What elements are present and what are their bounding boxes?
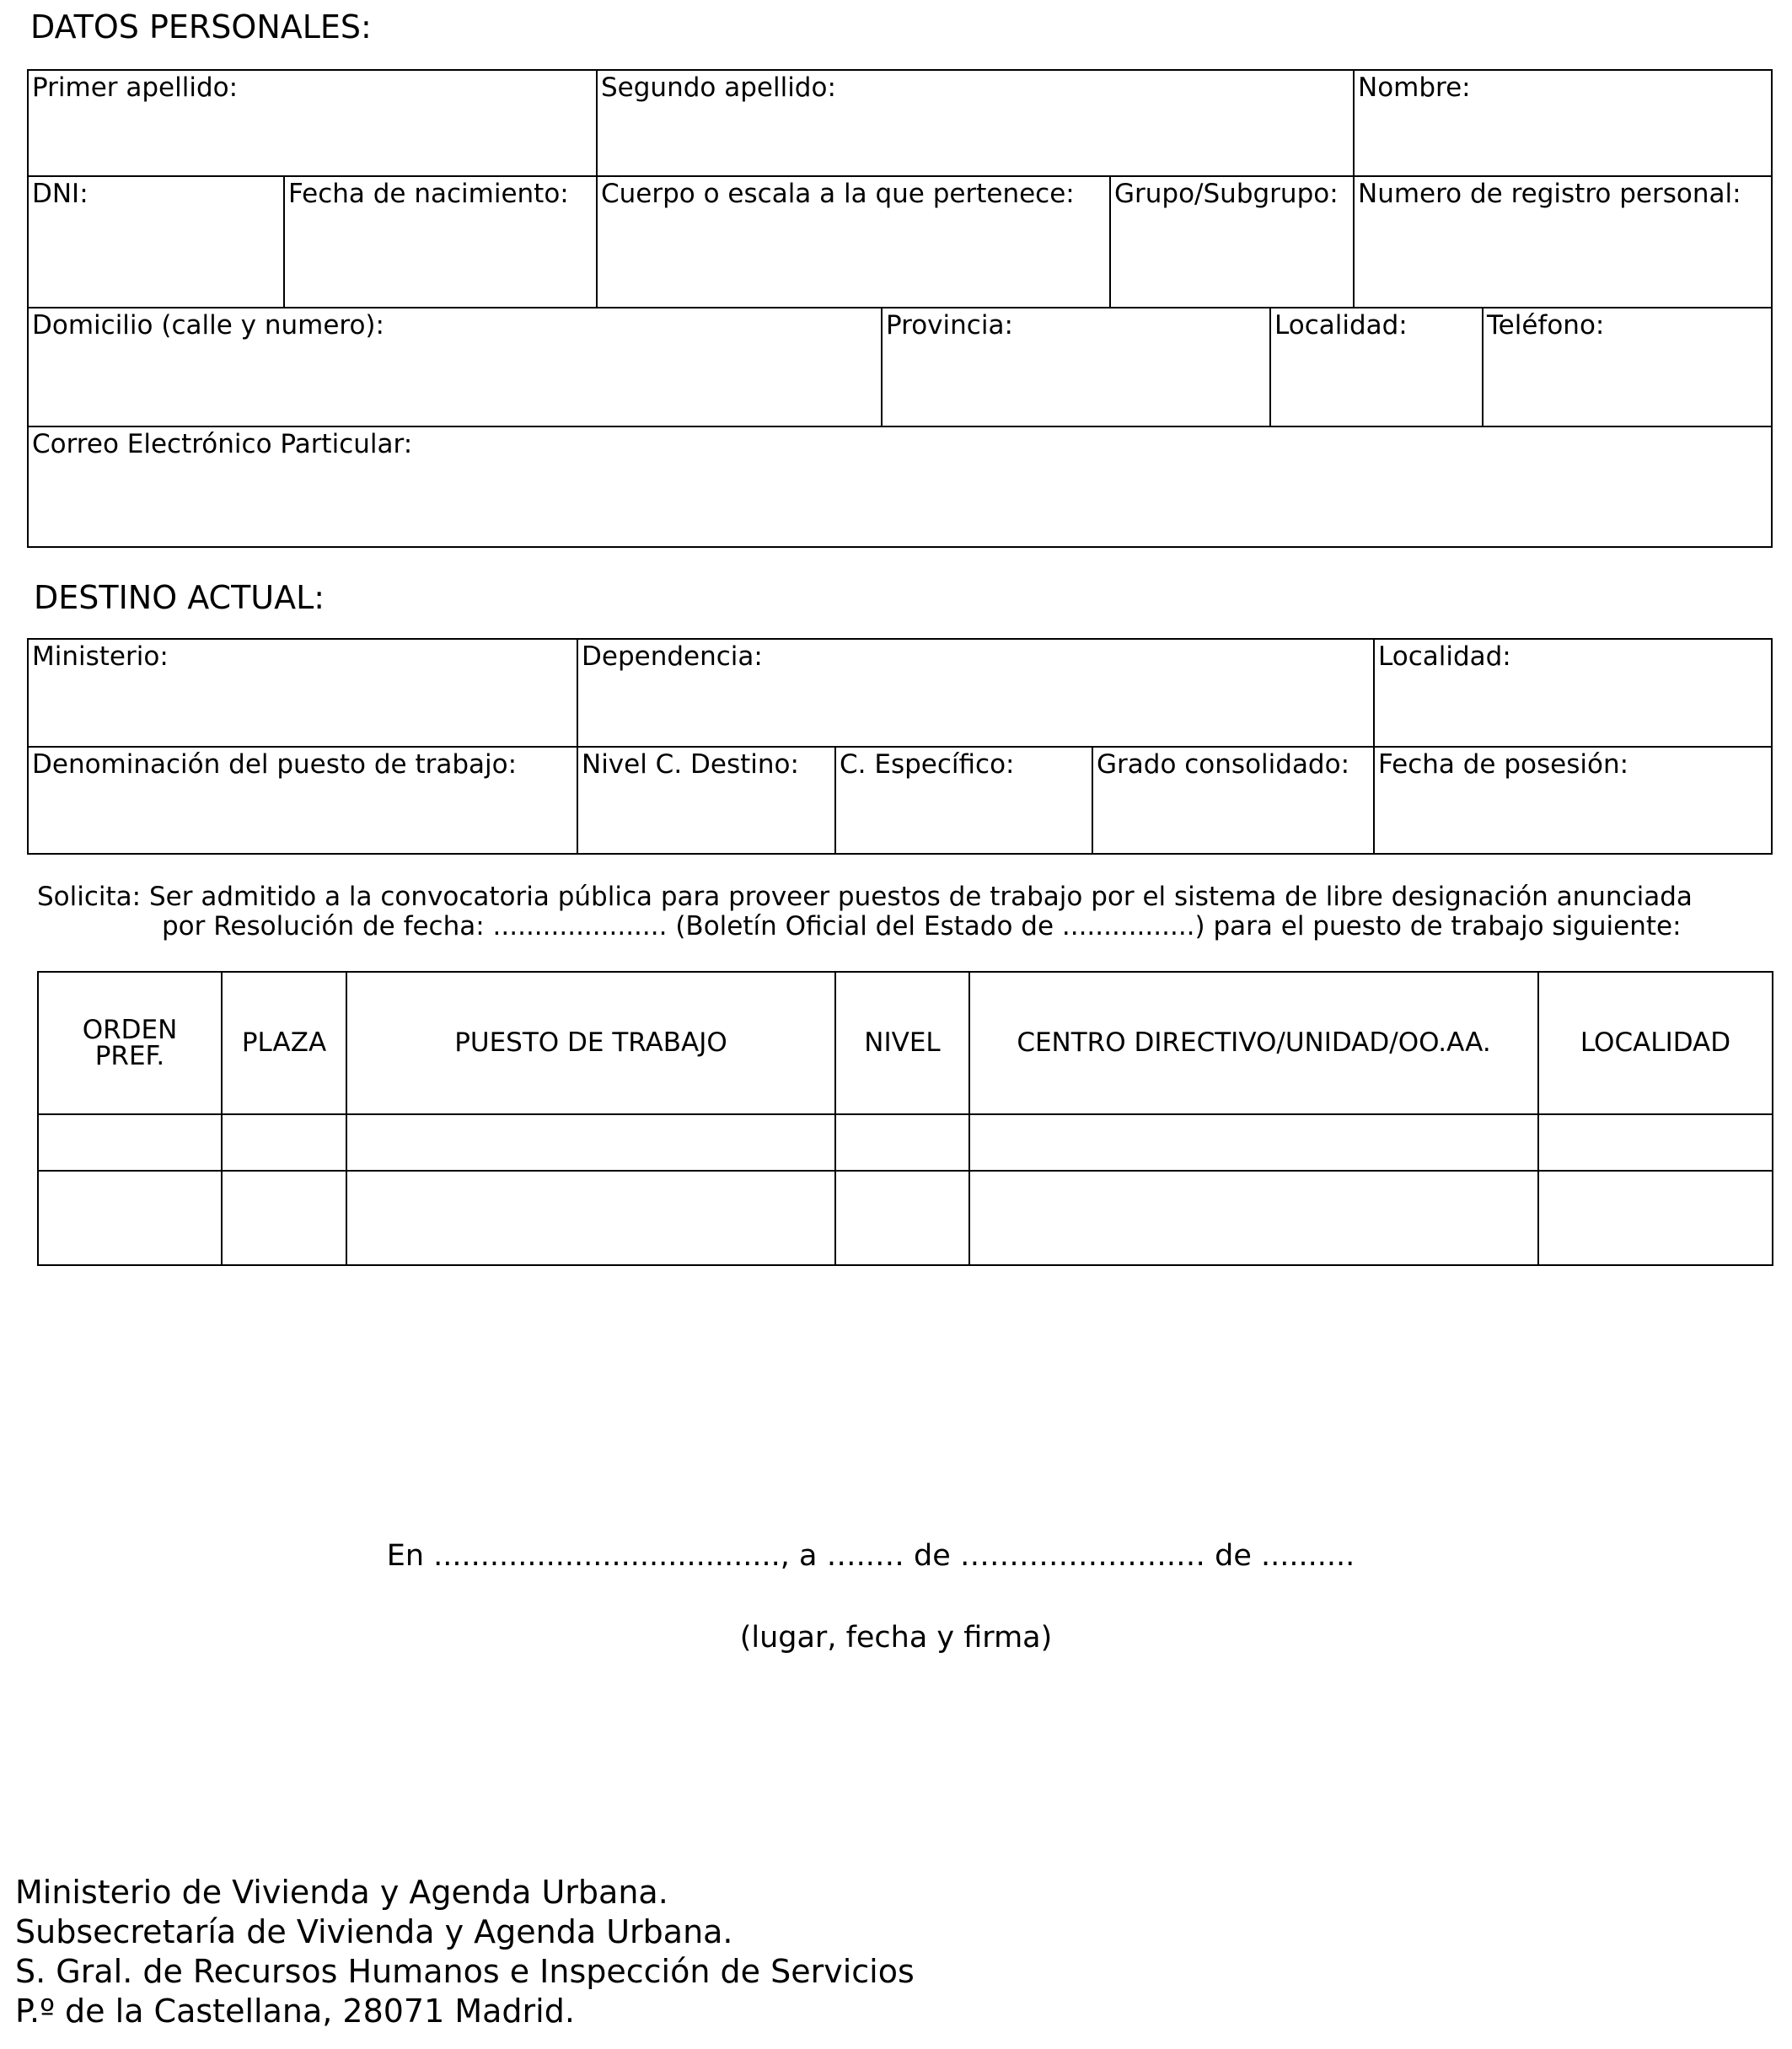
field-label: Numero de registro personal: [1358,179,1741,209]
address-line-1: Ministerio de Vivienda y Agenda Urbana. [15,1874,668,1911]
table-row [38,1114,1773,1171]
field-grado[interactable] [1092,746,1375,855]
field-ministerio[interactable] [27,638,578,748]
address-line-2: Subsecretaría de Vivienda y Agenda Urbana. [15,1913,733,1950]
table-cell[interactable] [38,1114,222,1171]
field-fecha-nacimiento[interactable] [283,175,598,308]
header-orden-line2: PREF. [94,1040,165,1071]
field-label: Grado consolidado: [1097,749,1350,780]
field-label: DNI: [32,179,89,209]
signature-caption: (lugar, fecha y firma) [739,1621,1053,1655]
field-label: Localidad: [1274,310,1408,341]
field-label: Denominación del puesto de trabajo: [32,749,518,780]
field-grupo-subgrupo[interactable] [1109,175,1355,308]
field-label: C. Específico: [840,749,1015,780]
table-cell[interactable] [969,1114,1538,1171]
table-row [38,1171,1773,1265]
field-segundo-apellido[interactable] [596,69,1355,177]
place-date-line[interactable]: En ....................................., a …..… de ………………….… de .......... [386,1539,1355,1573]
table-cell[interactable] [38,1171,222,1265]
personal-data-title: DATOS PERSONALES: [30,8,372,46]
field-label: Domicilio (calle y numero): [32,310,384,341]
header-plaza: PLAZA [222,972,346,1114]
field-label: Fecha de posesión: [1378,749,1629,780]
field-especifico[interactable] [834,746,1093,855]
field-label: Nivel C. Destino: [582,749,799,780]
table-cell[interactable] [1538,1114,1773,1171]
field-telefono[interactable] [1482,307,1773,427]
table-cell[interactable] [222,1114,346,1171]
field-label: Grupo/Subgrupo: [1114,179,1339,209]
field-label: Ministerio: [32,641,169,672]
field-primer-apellido[interactable] [27,69,598,177]
table-cell[interactable] [969,1171,1538,1265]
table-cell[interactable] [835,1114,969,1171]
field-localidad[interactable] [1269,307,1483,427]
field-label: Segundo apellido: [601,72,836,103]
table-cell[interactable] [222,1171,346,1265]
field-localidad-destino[interactable] [1373,638,1773,748]
request-line-1: Solicita: Ser admitido a la convocatoria pública para proveer puestos de trabajo por el sistema de libre designación anunciada [37,882,1693,912]
field-label: Correo Electrónico Particular: [32,429,413,459]
table-cell[interactable] [835,1171,969,1265]
field-domicilio[interactable] [27,307,883,427]
field-fecha-posesion[interactable] [1373,746,1773,855]
field-label: Nombre: [1358,72,1471,103]
field-nivel-destino[interactable] [577,746,836,855]
header-localidad: LOCALIDAD [1538,972,1773,1114]
header-nivel: NIVEL [835,972,969,1114]
field-label: Teléfono: [1487,310,1605,341]
field-label: Fecha de nacimiento: [288,179,569,209]
field-label: Cuerpo o escala a la que pertenece: [601,179,1075,209]
field-dni[interactable] [27,175,285,308]
address-line-4: P.º de la Castellana, 28071 Madrid. [15,1993,575,2030]
field-cuerpo-escala[interactable] [596,175,1111,308]
address-line-3: S. Gral. de Recursos Humanos e Inspección de Servicios [15,1953,915,1990]
field-provincia[interactable] [881,307,1271,427]
field-label: Dependencia: [582,641,763,672]
positions-table [37,971,1773,1266]
field-nombre[interactable] [1353,69,1773,177]
request-line-2: por Resolución de fecha: ..................... (Boletín Oficial del Estado de ................) para el puesto de trabajo siguiente: [162,911,1682,941]
header-orden [38,972,222,1114]
field-label: Provincia: [886,310,1013,341]
field-dependencia[interactable] [577,638,1375,748]
table-cell[interactable] [346,1171,835,1265]
field-label: Localidad: [1378,641,1511,672]
field-numero-registro[interactable] [1353,175,1773,308]
current-post-title: DESTINO ACTUAL: [34,579,325,616]
header-orden-line1: ORDEN [82,1014,178,1045]
field-correo[interactable] [27,426,1773,548]
table-header-row [38,972,1773,1114]
header-puesto: PUESTO DE TRABAJO [346,972,835,1114]
field-label: Primer apellido: [32,72,239,103]
table-cell[interactable] [346,1114,835,1171]
table-cell[interactable] [1538,1171,1773,1265]
header-centro: CENTRO DIRECTIVO/UNIDAD/OO.AA. [969,972,1538,1114]
field-denominacion[interactable] [27,746,578,855]
